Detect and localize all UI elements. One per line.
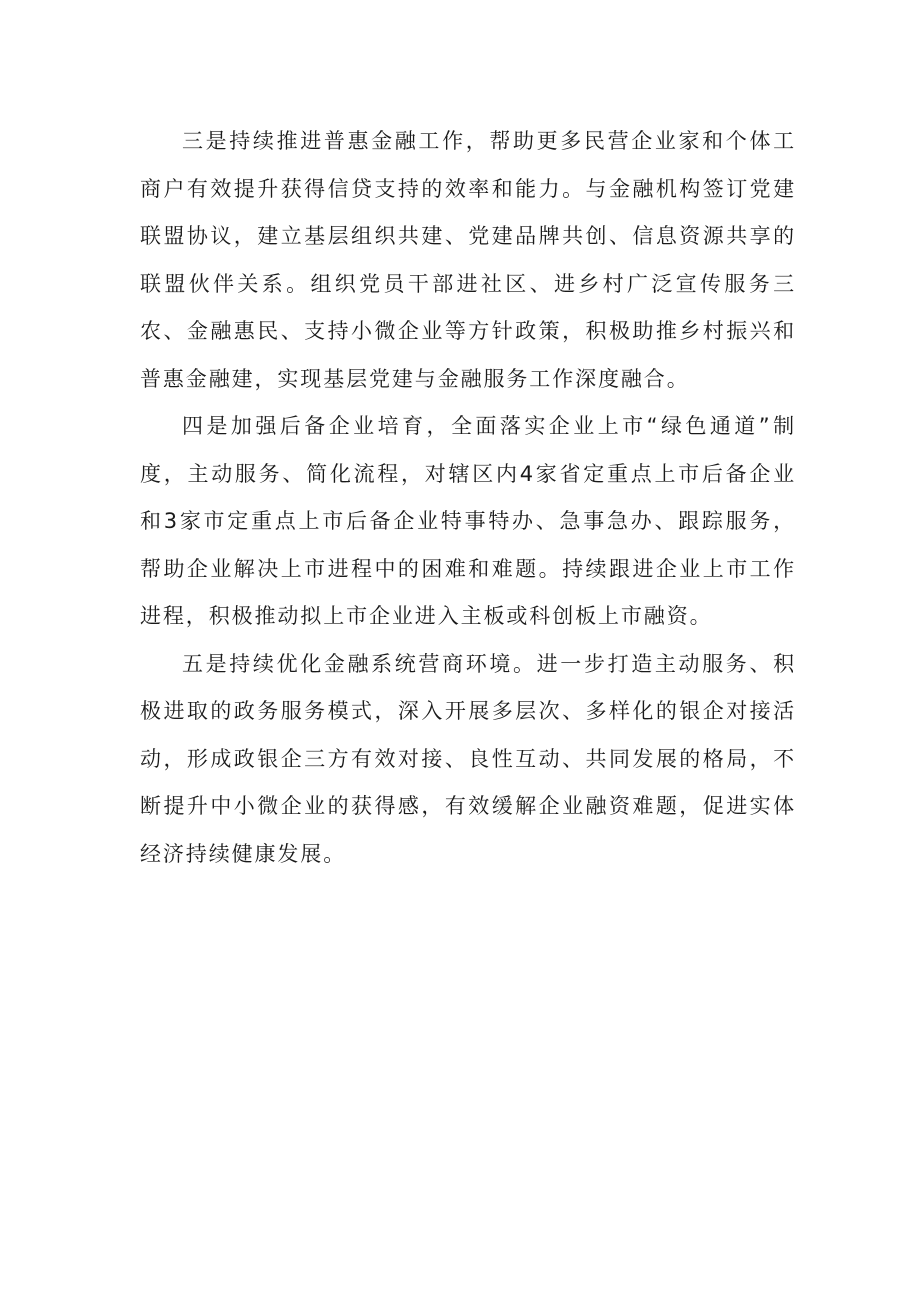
paragraph-4: 四是加强后备企业培育，全面落实企业上市“绿色通道”制度，主动服务、简化流程，对辖区内4家省定重点上市后备企业和3家市定重点上市后备企业特事特办、急事急办、跟踪服务，帮助企业解决上市进程中的困难和难题。持续跟进企业上市工作进程，积极推动拟上市企业进入主板或科创板上市融资。 (140, 414, 796, 628)
paragraph-5: 五是持续优化金融系统营商环境。进一步打造主动服务、积极进取的政务服务模式，深入开展多层次、多样化的银企对接活动，形成政银企三方有效对接、良性互动、共同发展的格局，不断提升中小微企业的获得感，有效缓解企业融资难题，促进实体经济持续健康发展。 (140, 651, 796, 866)
document-body (140, 118, 796, 878)
paragraph-3: 三是持续推进普惠金融工作，帮助更多民营企业家和个体工商户有效提升获得信贷支持的效率和能力。与金融机构签订党建联盟协议，建立基层组织共建、党建品牌共创、信息资源共享的联盟伙伴关系。组织党员干部进社区、进乡村广泛宣传服务三农、金融惠民、支持小微企业等方针政策，积极助推乡村振兴和普惠金融建，实现基层党建与金融服务工作深度融合。 (140, 129, 796, 391)
